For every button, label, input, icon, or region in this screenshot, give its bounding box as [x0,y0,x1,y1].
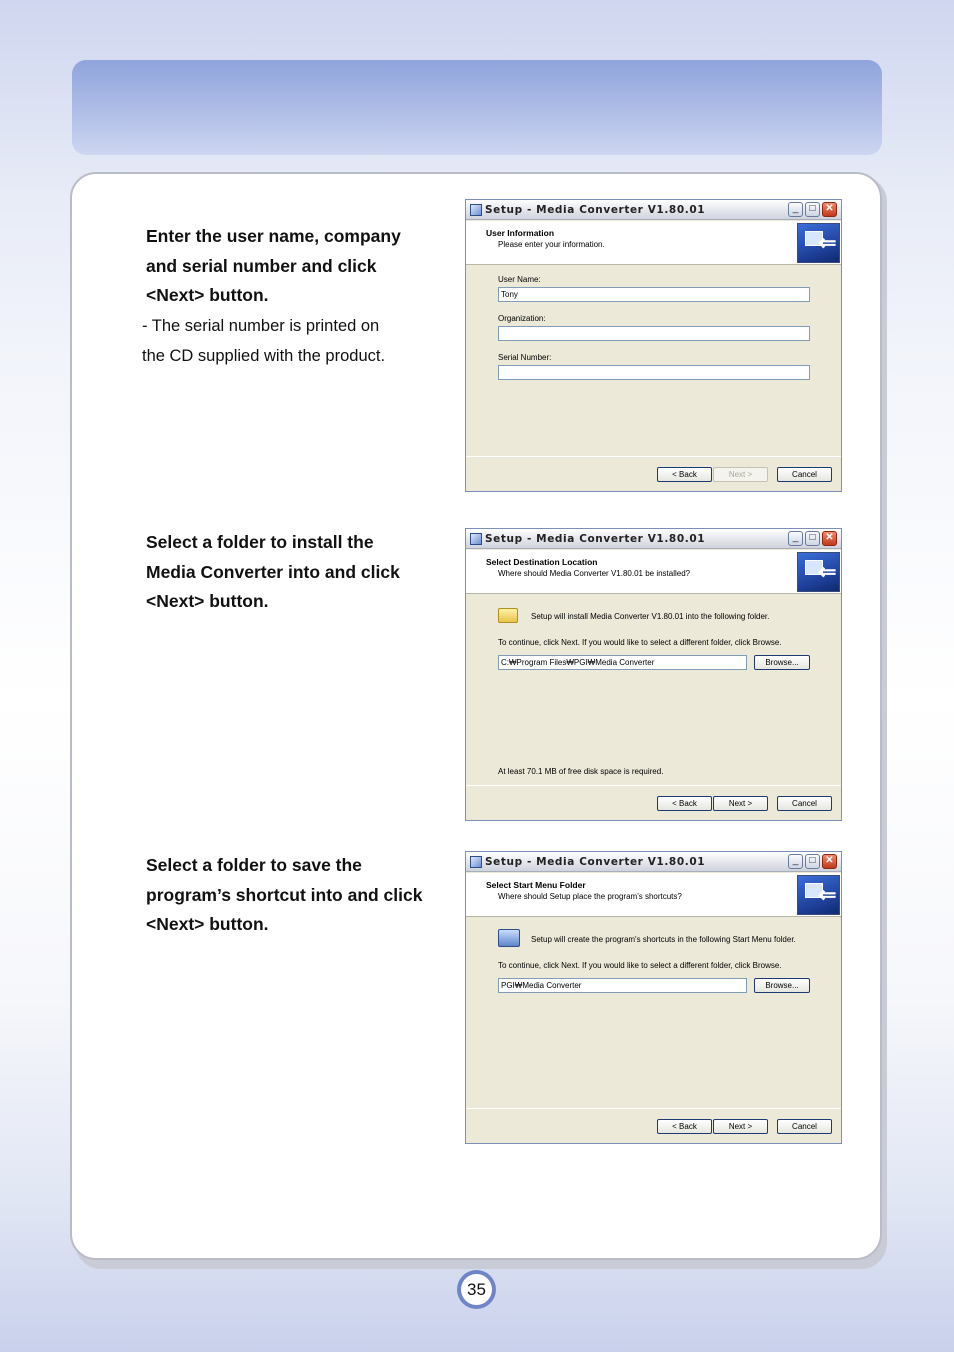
step-1-instruction: Enter the user name, company and serial number and click <Next> button. [146,226,401,305]
wizard-body [466,595,841,785]
minimize-button[interactable]: _ [788,202,803,217]
wizard-heading: Select Start Menu Folder [486,880,586,890]
disk-space-text: At least 70.1 MB of free disk space is required. [498,767,664,776]
setup-logo-icon [797,552,840,592]
header-band [72,60,882,155]
maximize-button[interactable]: □ [805,854,820,869]
next-button[interactable]: Next > [713,1119,768,1134]
step-3-instruction: Select a folder to save the program’s shortcut into and click <Next> button. [146,855,423,934]
setup-app-icon [470,204,482,216]
minimize-button[interactable]: _ [788,854,803,869]
next-button[interactable]: Next > [713,467,768,482]
title-bar[interactable] [466,200,841,220]
back-button[interactable]: < Back [657,1119,712,1134]
separator [466,785,841,786]
program-group-icon [498,929,520,947]
next-button[interactable]: Next > [713,796,768,811]
browse-button[interactable]: Browse... [754,655,810,670]
wizard-heading: User Information [486,228,555,238]
organization-label: Organization: [498,314,546,323]
maximize-button[interactable]: □ [805,531,820,546]
page-number-badge [457,1270,496,1309]
minimize-button[interactable]: _ [788,531,803,546]
browse-button[interactable]: Browse... [754,978,810,993]
cancel-button[interactable]: Cancel [777,796,832,811]
window-title: Setup - Media Converter V1.80.01 [485,533,706,545]
back-button[interactable]: < Back [657,796,712,811]
wizard-body [466,918,841,1108]
setup-logo-icon [797,223,840,263]
window-title: Setup - Media Converter V1.80.01 [485,204,706,216]
back-button[interactable]: < Back [657,467,712,482]
title-bar[interactable] [466,529,841,549]
step-2-text [146,528,446,617]
arrow-left-icon: ⇐ [818,882,837,907]
destination-path-input[interactable]: C:₩Program Files₩PGI₩Media Converter [498,655,747,670]
maximize-button[interactable]: □ [805,202,820,217]
folder-icon [498,608,518,623]
setup-dialog-user-information [465,199,842,492]
setup-app-icon [470,856,482,868]
setup-logo-icon [797,875,840,915]
title-bar[interactable] [466,852,841,872]
organization-input[interactable] [498,326,810,341]
step-2-instruction: Select a folder to install the Media Converter into and click <Next> button. [146,532,400,611]
step-3-text [146,851,446,940]
window-title: Setup - Media Converter V1.80.01 [485,856,706,868]
close-button[interactable]: ✕ [822,531,837,546]
step-1-note: - The serial number is printed on the CD supplied with the product. [142,316,386,365]
wizard-header [466,221,841,265]
continue-text: To continue, click Next. If you would like to select a different folder, click Browse. [498,961,782,970]
wizard-subheading: Where should Setup place the program's shortcuts? [498,892,682,901]
wizard-heading: Select Destination Location [486,557,598,567]
continue-text: To continue, click Next. If you would like to select a different folder, click Browse. [498,638,782,647]
setup-dialog-destination [465,528,842,821]
close-button[interactable]: ✕ [822,854,837,869]
cancel-button[interactable]: Cancel [777,1119,832,1134]
separator [466,1108,841,1109]
wizard-header [466,550,841,594]
user-name-input[interactable]: Tony [498,287,810,302]
page-number: 35 [461,1274,492,1305]
serial-number-label: Serial Number: [498,353,552,362]
setup-app-icon [470,533,482,545]
start-menu-folder-input[interactable]: PGI₩Media Converter [498,978,747,993]
arrow-left-icon: ⇐ [818,559,837,584]
separator [466,456,841,457]
arrow-left-icon: ⇐ [818,230,837,255]
wizard-subheading: Where should Media Converter V1.80.01 be installed? [498,569,691,578]
install-info-text: Setup will install Media Converter V1.80.01 into the following folder. [531,612,770,621]
step-1-text [142,222,446,371]
setup-dialog-start-menu [465,851,842,1144]
wizard-header [466,873,841,917]
wizard-body [466,266,841,456]
serial-number-input[interactable] [498,365,810,380]
user-name-label: User Name: [498,275,541,284]
close-button[interactable]: ✕ [822,202,837,217]
wizard-subheading: Please enter your information. [498,240,605,249]
shortcut-info-text: Setup will create the program's shortcuts in the following Start Menu folder. [531,935,796,944]
cancel-button[interactable]: Cancel [777,467,832,482]
